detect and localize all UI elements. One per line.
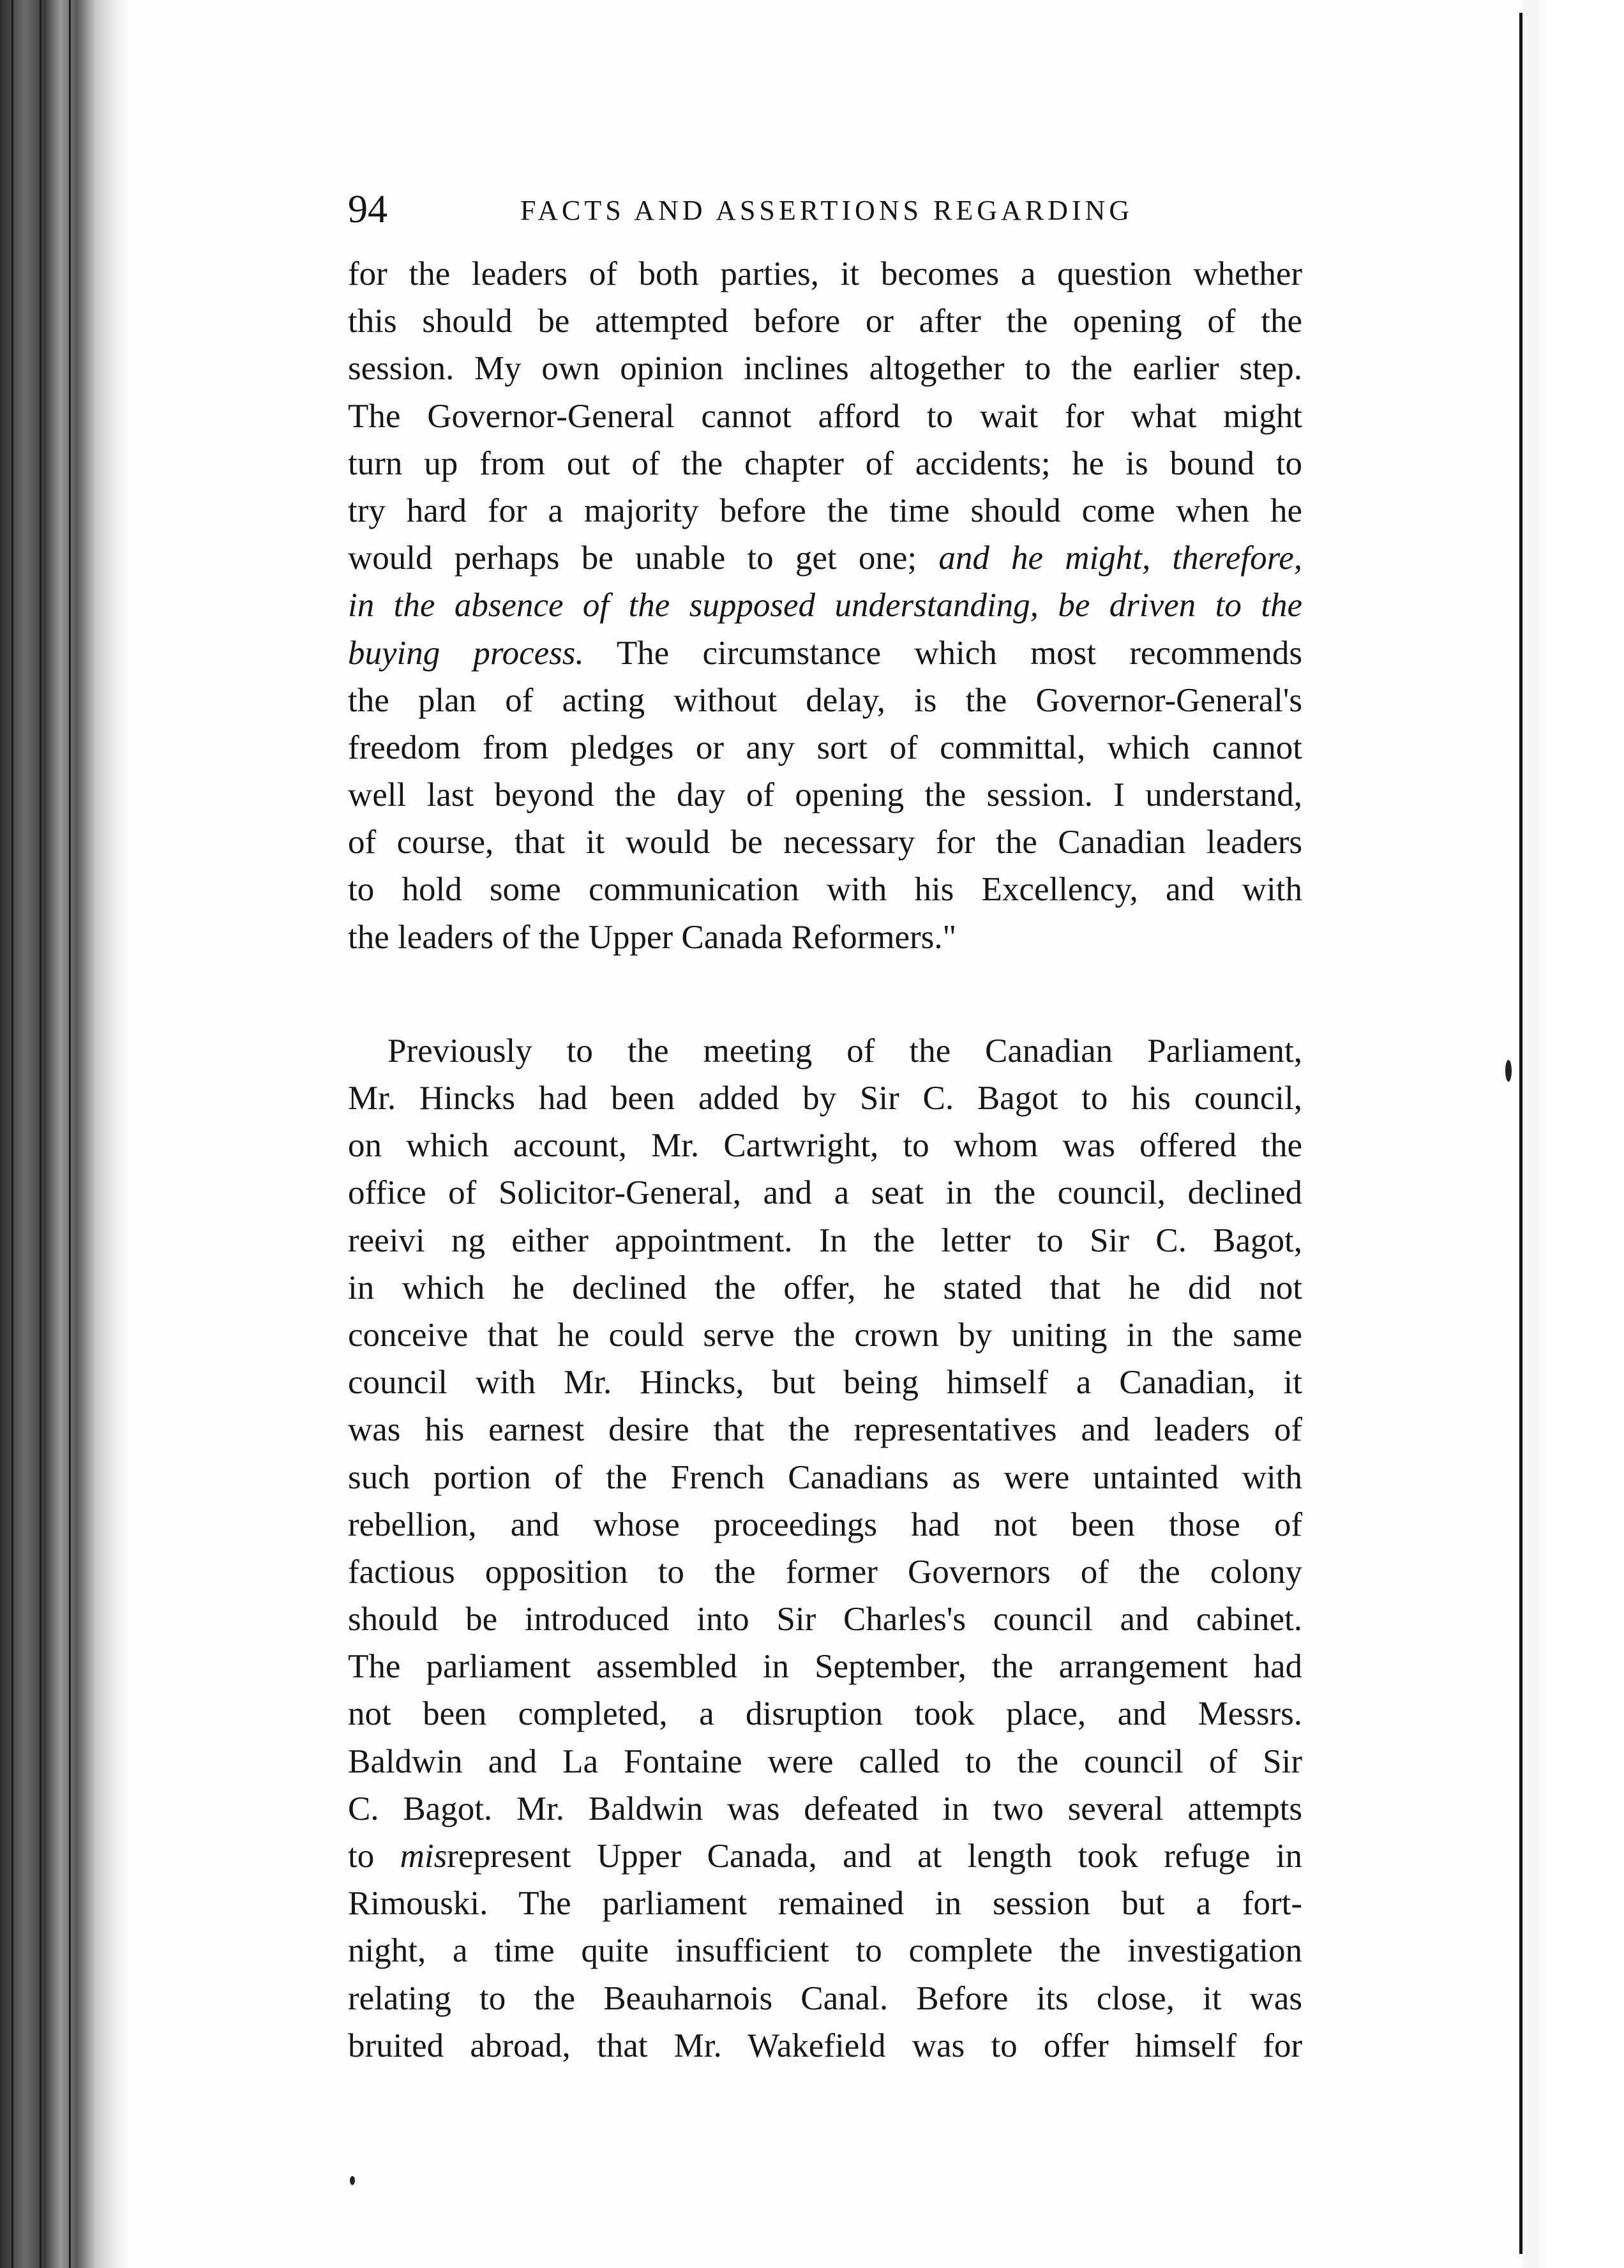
running-head: FACTS AND ASSERTIONS REGARDING [520,195,1134,226]
text-line: try hard for a majority before the time should come when he [348,492,1302,529]
text-line: office of Solicitor-General, and a seat in the council, declined [348,1174,1302,1212]
text-line: the plan of acting without delay, is the Governor-General's [348,681,1302,719]
text-line: C. Bagot. Mr. Baldwin was defeated in two several attempts [348,1790,1302,1827]
text-line: was his earnest desire that the representatives and leaders of [348,1411,1302,1449]
text-line: on which account, Mr. Cartwright, to whom was offered the [348,1127,1302,1165]
text-line: session. My own opinion inclines altogether to the earlier step. [348,350,1302,388]
page-number: 94 [348,188,387,231]
text-line: bruited abroad, that Mr. Wakefield was to offer himself for [348,2027,1302,2064]
text-line [348,630,1302,677]
text-line: Rimouski. The parliament remained in session but a fort- [348,1885,1302,1923]
text-line: Mr. Hincks had been added by Sir C. Bagot to his council, [348,1080,1302,1117]
text-line: to hold some communication with his Excellency, and with [348,871,1302,909]
book-gutter [0,0,128,2268]
text-line: reeivi ng either appointment. In the letter to Sir C. Bagot, [348,1221,1302,1259]
text-line: Previously to the meeting of the Canadian Parliament, [387,1032,1302,1070]
text-line: freedom from pledges or any sort of committal, which cannot [348,729,1302,766]
text-line: factious opposition to the former Governors of the colony [348,1553,1302,1591]
facing-page-edge [1522,0,1624,2268]
text-line [348,534,1302,582]
text-line: Baldwin and La Fontaine were called to the council of Sir [348,1743,1302,1780]
text-line: relating to the Beauharnois Canal. Before its close, it was [348,1979,1302,2017]
gutter-line [11,0,13,2268]
text-line: this should be attempted before or after the opening of the [348,303,1302,340]
text-line: council with Mr. Hincks, but being himself a Canadian, it [348,1364,1302,1402]
gutter-line [69,0,71,2268]
gutter-line [40,0,41,2268]
text-segment: to [348,1838,375,1875]
text-line: night, a time quite insufficient to complete the investigation [348,1932,1302,1970]
text-line: The parliament assembled in September, the arrangement had [348,1648,1302,1686]
text-line: turn up from out of the chapter of accidents; he is bound to [348,444,1302,482]
text-line: the leaders of the Upper Canada Reformers." [348,918,957,956]
paragraph-gap [348,961,1302,1027]
text-line: rebellion, and whose proceedings had not been those of [348,1506,1302,1543]
text-line: well last beyond the day of opening the session. I understand, [348,776,1302,814]
text-segment: The circumstance which most recommends [616,634,1302,672]
text-line: of course, that it would be necessary for the Canadian leaders [348,824,1302,861]
text-line [348,1833,1302,1880]
text-line: for the leaders of both parties, it becomes a question whether [348,255,1302,292]
text-line: not been completed, a disruption took place, and Messrs. [348,1695,1302,1733]
text-line: conceive that he could serve the crown by uniting in the same [348,1316,1302,1354]
text-segment: would perhaps be unable to get one; [348,540,917,577]
text-line: The Governor-General cannot afford to wait for what might [348,397,1302,435]
text-line: in which he declined the offer, he stated that he did not [348,1269,1302,1306]
text-line: should be introduced into Sir Charles's council and cabinet. [348,1601,1302,1638]
text-segment: represent Upper Canada, and at length took refuge in [447,1838,1302,1875]
text-line: such portion of the French Canadians as were untainted with [348,1458,1302,1496]
italic-text: in the absence of the supposed understanding, be driven to the [348,587,1302,624]
italic-text: mis [400,1838,447,1875]
ink-speck [350,2176,355,2185]
text-line [348,582,1302,629]
page-header [348,178,1305,241]
page-edge-rule [1519,13,1522,2254]
body-text [348,250,1302,2069]
italic-text: and he might, therefore, [938,540,1303,577]
italic-text: buying process. [348,634,584,672]
ink-speck [1505,1060,1512,1082]
